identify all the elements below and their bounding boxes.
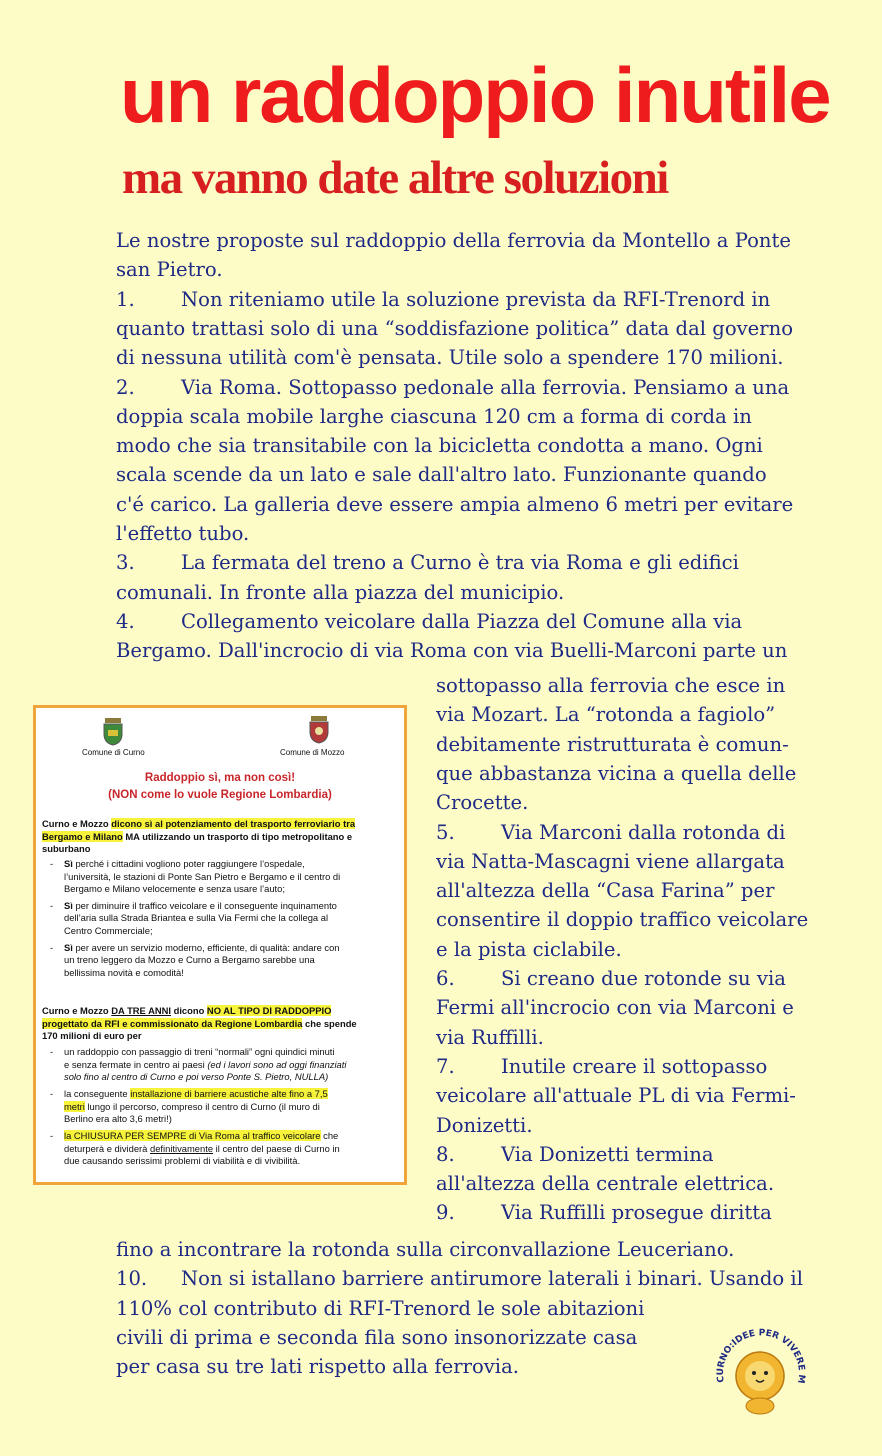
text-line [116, 1294, 644, 1323]
insert-bullet-dash: - [50, 1046, 54, 1057]
insert-yes-line [64, 900, 337, 913]
line-text: Bergamo. Dall'incrocio di via Roma con via Buelli-Marconi parte un [116, 639, 788, 663]
line-text: Fermi all'incrocio con via Marconi e [436, 996, 794, 1020]
text-line [116, 460, 767, 489]
line-text: per casa su tre lati rispetto alla ferrovia. [116, 1355, 519, 1379]
text-line [436, 876, 774, 905]
line-text: Donizetti. [436, 1113, 533, 1137]
line-text: que abbastanza vicina a quella delle [436, 761, 797, 785]
line-text: Via Marconi dalla rotonda di [501, 820, 786, 844]
text-line [116, 519, 249, 548]
insert-yes-text: Bergamo e Milano velocemente e senza usare l’auto; [64, 883, 285, 895]
line-text: veicolare all'attuale PL di via Fermi- [436, 1084, 796, 1108]
curno-crest-icon [102, 718, 124, 746]
insert-yes-word: Sì [64, 858, 73, 869]
line-text: fino a incontrare la rotonda sulla circonvallazione Leuceriano. [116, 1238, 735, 1261]
insert-yes-line [64, 954, 315, 967]
insert-p1-line3: suburbano [42, 843, 91, 855]
line-text: l'effetto tubo. [116, 522, 250, 545]
line-text: La fermata del treno a Curno è tra via Roma e gli edifici [181, 551, 739, 575]
item-number: 9. [436, 1201, 455, 1225]
text-line [436, 1140, 714, 1169]
item-number: 7. [436, 1054, 455, 1078]
line-text: Le nostre proposte sul raddoppio della ferrovia da Montello a Ponte [116, 229, 791, 252]
comune-curno-label: Comune di Curno [82, 748, 145, 757]
line-text: Si creano due rotonde su via [501, 967, 786, 990]
mozzo-crest-icon [308, 716, 330, 744]
logo-text: CURNO:IDEE PER VIVERE M [715, 1328, 807, 1384]
insert-b3-line1: la CHIUSURA PER SEMPRE di Via Roma al traffico veicolare che [64, 1130, 339, 1141]
insert-yes-text: per diminuire il traffico veicolare e il conseguente inquinamento [72, 899, 337, 911]
line-text: Via Roma. Sottopasso pedonale alla ferrovia. Pensiamo a una [181, 375, 790, 399]
line-text: Non riteniamo utile la soluzione prevista da RFI-Trenord in [181, 287, 771, 311]
line-text: via Ruffilli. [436, 1025, 544, 1049]
insert-b2-line3: Berlino era alto 3,6 metri!) [64, 1113, 172, 1125]
insert-yes-line [64, 858, 305, 871]
line-text: scala scende da un lato e sale dall'altro lato. Funzionante quando [116, 463, 767, 487]
item-number: 5. [436, 820, 455, 844]
insert-yes-line [64, 871, 340, 884]
line-text: doppia scala mobile larghe ciascuna 120 cm a forma di corda in [116, 404, 752, 428]
text-line [436, 1111, 533, 1140]
text-line [436, 847, 785, 876]
insert-p1-line2: Bergamo e Milano MA utilizzando un trasporto di tipo metropolitano e [42, 830, 353, 842]
insert-yes-line [64, 883, 285, 896]
text-line [436, 788, 528, 817]
item-number: 2. [116, 375, 135, 399]
insert-p2-line3: 170 milioni di euro per [42, 1030, 142, 1042]
line-text: san Pietro. [116, 258, 223, 282]
insert-bullet-dash: - [50, 1130, 54, 1141]
insert-b1-line1: un raddoppio con passaggio di treni “normali” ogni quindici minuti [64, 1046, 335, 1057]
text-line [116, 1235, 734, 1264]
curno-idee-logo [710, 1320, 810, 1420]
text-line [116, 373, 789, 402]
insert-b3-line3: due causando serissimi problemi di viabilità e di vivibilità. [64, 1155, 301, 1167]
text-line [116, 226, 791, 255]
text-line [436, 1198, 772, 1227]
item-number: 10. [116, 1267, 148, 1291]
item-number: 3. [116, 551, 135, 575]
lion-mascot-icon [710, 1320, 810, 1420]
insert-p2-line1: Curno e Mozzo DA TRE ANNI dicono NO AL TIPO DI RADDOPPIO [42, 1005, 332, 1016]
text-line [116, 402, 752, 431]
line-text: c'é carico. La galleria deve essere ampia almeno 6 metri per evitare [116, 492, 794, 516]
insert-b1-line2: e senza fermate in centro ai paesi (ed i lavori sono ad oggi finanziati [64, 1058, 347, 1070]
insert-yes-word: Sì [64, 899, 73, 911]
insert-b1-line3: solo fino al centro di Curno e poi verso Ponte S. Pietro, NULLA) [64, 1071, 329, 1083]
text-line [436, 935, 622, 964]
line-text: via Natta-Mascagni viene allargata [436, 849, 785, 873]
insert-yes-word: Sì [64, 941, 73, 953]
text-line [116, 1323, 637, 1352]
insert-bullet-dash: - [50, 899, 54, 911]
text-line [116, 548, 739, 577]
line-text: comunali. In fronte alla piazza del municipio. [116, 580, 565, 604]
insert-yes-line [64, 912, 328, 925]
insert-bullet-dash: - [50, 858, 54, 869]
insert-yes-text: dell’aria sulla Strada Briantea e sulla Via Fermi che la collega al [64, 912, 329, 924]
comune-mozzo-label: Comune di Mozzo [280, 748, 345, 757]
text-line [116, 1352, 519, 1381]
insert-p1-line1: Curno e Mozzo dicono sì al potenziamento del trasporto ferroviario tra [42, 818, 356, 829]
item-number: 1. [116, 287, 135, 311]
text-line [436, 993, 794, 1022]
line-text: Crocette. [436, 791, 529, 815]
text-line [116, 314, 793, 343]
line-text: all'altezza della centrale elettrica. [436, 1172, 775, 1196]
text-line [116, 607, 742, 636]
line-text: consentire il doppio traffico veicolare [436, 908, 809, 932]
line-text: all'altezza della “Casa Farina” per [436, 879, 775, 903]
text-line [436, 1081, 796, 1110]
insert-b2-line1: la conseguente installazione di barriere acustiche alte fino a 7,5 [64, 1088, 328, 1099]
line-text: via Mozart. La “rotonda a fagiolo” [436, 703, 776, 727]
text-line [116, 255, 223, 284]
item-number: 6. [436, 967, 455, 990]
insert-yes-text: l’università, le stazioni di Ponte San Pietro e Bergamo e il centro di [64, 870, 341, 882]
item-number: 4. [116, 609, 135, 633]
line-text: civili di prima e seconda fila sono insonorizzate casa [116, 1325, 638, 1349]
insert-yes-text: Centro Commerciale; [64, 925, 153, 936]
text-line [116, 1264, 803, 1293]
insert-yes-text: perché i cittadini vogliono poter raggiungere l’ospedale, [72, 858, 305, 869]
text-line [436, 964, 786, 993]
item-number: 8. [436, 1142, 455, 1166]
insert-yes-line [64, 942, 340, 955]
line-text: Non si istallano barriere antirumore laterali i binari. Usando il [181, 1267, 803, 1291]
text-line [116, 431, 763, 460]
page-subtitle: ma vanno date altre soluzioni [122, 152, 668, 204]
text-line [436, 759, 796, 788]
text-line [436, 1169, 774, 1198]
text-line [436, 671, 785, 700]
line-text: Collegamento veicolare dalla Piazza del Comune alla via [181, 609, 743, 633]
text-line [116, 490, 793, 519]
flyer-insert [33, 705, 407, 1185]
insert-yes-line [64, 925, 153, 938]
line-text: sottopasso alla ferrovia che esce in [436, 674, 786, 697]
insert-p2-line2: progettato da RFI e commissionato da Regione Lombardia che spende [42, 1017, 357, 1029]
line-text: e la pista ciclabile. [436, 937, 622, 961]
insert-bullet-dash: - [50, 941, 54, 953]
text-line [116, 636, 787, 665]
line-text: modo che sia transitabile con la bicicletta condotta a mano. Ogni [116, 434, 763, 458]
text-line [116, 285, 770, 314]
text-line [116, 578, 564, 607]
insert-yes-text: per avere un servizio moderno, efficiente, di qualità: andare con [72, 941, 340, 953]
line-text: debitamente ristrutturata è comun- [436, 732, 789, 756]
insert-b2-line2: metri lungo il percorso, compreso il centro di Curno (il muro di [64, 1100, 320, 1112]
insert-yes-text: bellissima novità e comodità! [64, 966, 184, 978]
text-line [436, 818, 785, 847]
insert-bullet-dash: - [50, 1088, 54, 1099]
insert-b3-line2: deturperà e dividerà definitivamente il centro del paese di Curno in [64, 1142, 340, 1154]
line-text: Inutile creare il sottopasso [501, 1054, 768, 1078]
insert-subheading: (NON come lo vuole Regione Lombardia) [108, 789, 332, 801]
page-title: un raddoppio inutile [120, 51, 830, 139]
text-line [436, 905, 808, 934]
text-line [436, 700, 775, 729]
line-text: di nessuna utilità com'è pensata. Utile solo a spendere 170 milioni. [116, 346, 784, 370]
text-line [436, 730, 789, 759]
text-line [436, 1052, 767, 1081]
line-text: Via Donizetti termina [501, 1142, 714, 1166]
line-text: Via Ruffilli prosegue diritta [501, 1201, 772, 1225]
insert-heading: Raddoppio sì, ma non così! [144, 772, 296, 784]
insert-yes-line [64, 967, 184, 980]
line-text: 110% col contributo di RFI-Trenord le sole abitazioni [116, 1296, 645, 1320]
text-line [116, 343, 784, 372]
insert-yes-text: un treno leggero da Mozzo e Curno a Bergamo sarebbe una [64, 954, 315, 966]
text-line [436, 1023, 544, 1052]
line-text: quanto trattasi solo di una “soddisfazione politica” data dal governo [116, 316, 794, 340]
